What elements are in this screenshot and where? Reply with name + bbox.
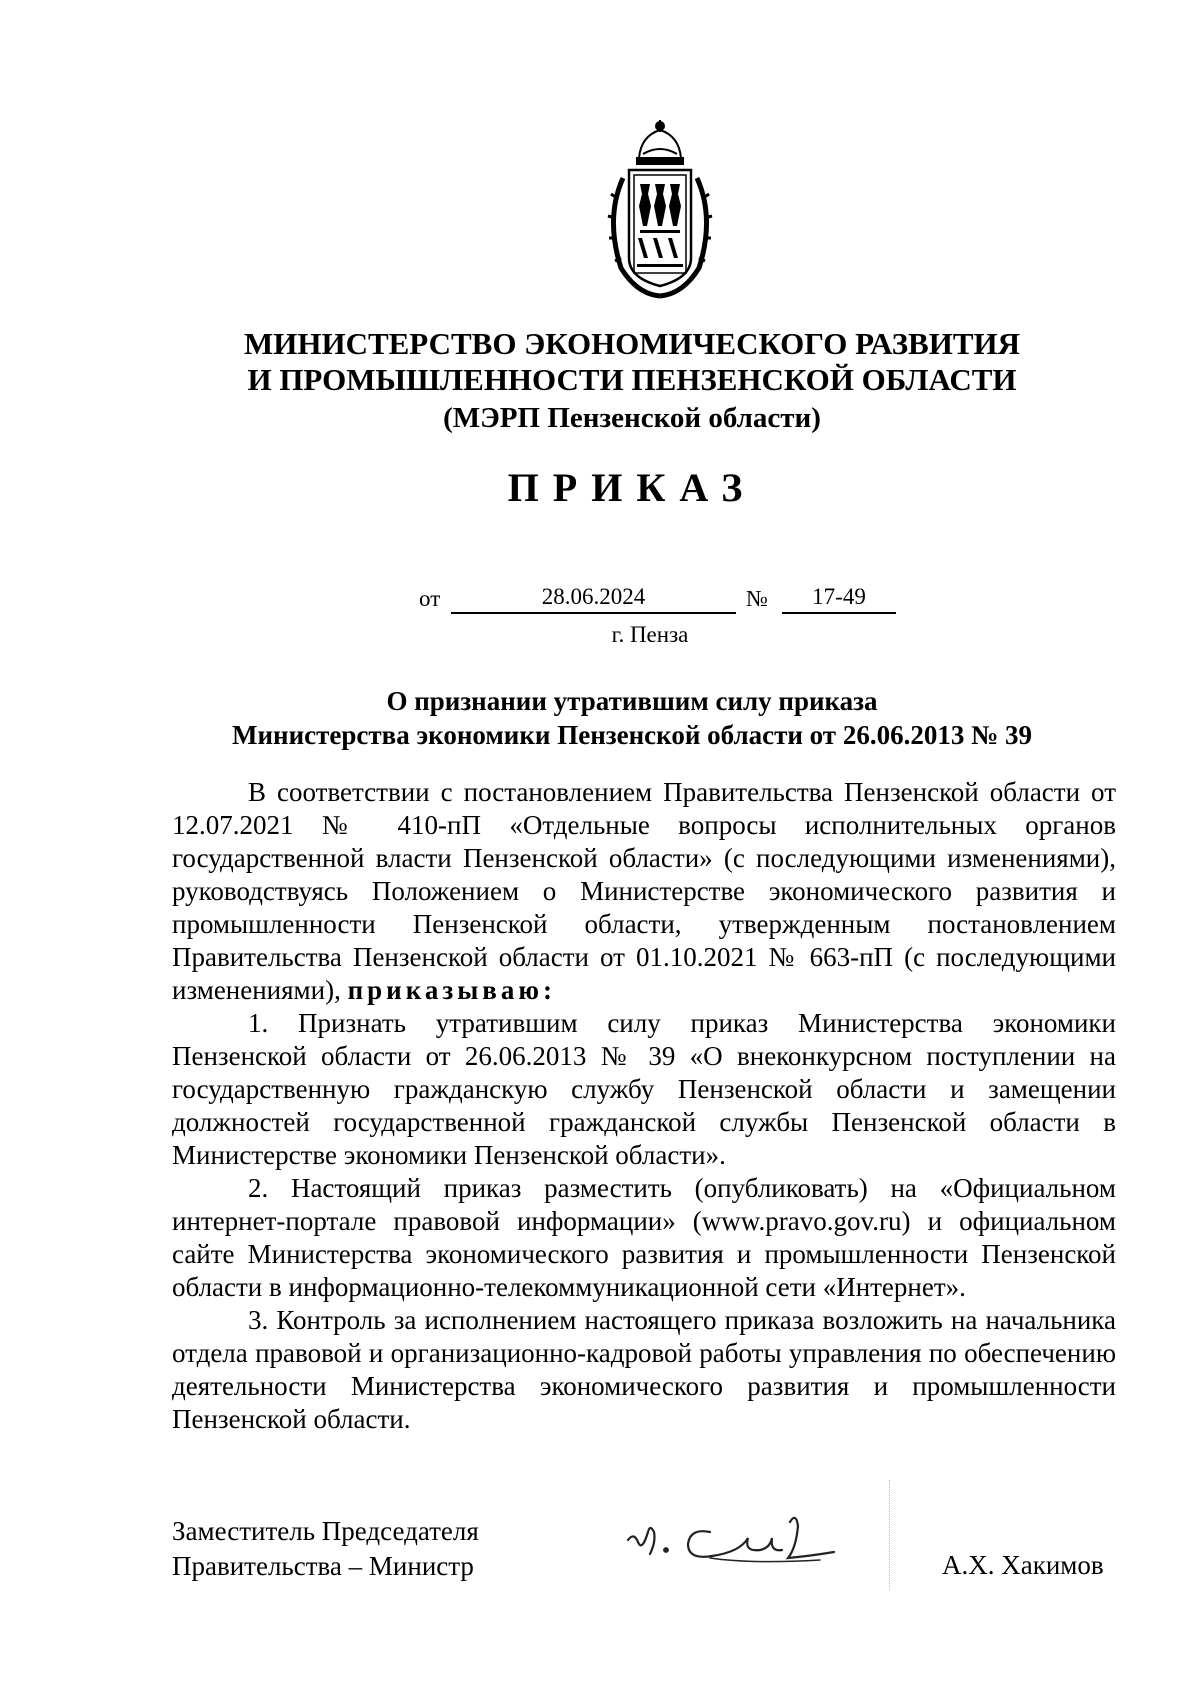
- order-item-2: 2. Настоящий приказ разместить (опубликовать) на «Официальном интернет-портале правовой информации» (www.pravo.gov.ru) и официальном сайте Министерства экономического развития и промышленности Пензенской области в информационно-телекоммуникационной сети «Интернет».: [172, 1173, 1116, 1302]
- document-type-heading: ПРИКАЗ: [507, 465, 757, 510]
- date-number-line: [0, 582, 1200, 618]
- position-line2: Правительства – Министр: [172, 1551, 474, 1581]
- order-word: приказываю:: [347, 975, 557, 1005]
- preamble-text: В соответствии с постановлением Правительства Пензенской области от 12.07.2021 № 410-пП «Отдельные вопросы исполнительных органов государственной власти Пензенской области» (с последующими изменениями), руководствуясь Положением о Министерстве экономического развития и промышленности Пензенской области, утвержденным постановлением Правительства Пензенской области от 01.10.2021 № 663-пП (с последующими изменениями),: [172, 777, 1116, 1005]
- signatory-name: А.Х. Хакимов: [942, 1550, 1104, 1580]
- number-label: №: [746, 586, 768, 611]
- order-title-line1: О признании утратившим силу приказа: [386, 686, 878, 716]
- org-name-line1: МИНИСТЕРСТВО ЭКОНОМИЧЕСКОГО РАЗВИТИЯ: [243, 326, 1021, 361]
- order-item-1: 1. Признать утратившим силу приказ Министерства экономики Пензенской области от 26.06.2013 № 39 «О внеконкурсном поступлении на государственную гражданскую службу Пензенской области и замещении должностей государственной гражданской службы Пензенской области в Министерстве экономики Пензенской области».: [172, 1008, 1116, 1170]
- position-line1: Заместитель Председателя: [172, 1516, 479, 1546]
- org-short-name: (МЭРП Пензенской области): [443, 402, 821, 434]
- order-body: [172, 776, 1116, 1436]
- date-label: от: [419, 586, 441, 611]
- preamble-paragraph: [172, 776, 1116, 1007]
- city-name: г. Пенза: [611, 622, 689, 647]
- document-number: 17-49: [782, 584, 896, 614]
- signatory-position: [172, 1514, 479, 1584]
- order-item-3: 3. Контроль за исполнением настоящего приказа возложить на начальника отдела правовой и организационно-кадровой работы управления по обеспечению деятельности Министерства экономического развития и промышленности Пензенской области.: [172, 1305, 1116, 1434]
- document-date: 28.06.2024: [451, 584, 736, 614]
- scan-artifact-divider: [889, 1480, 890, 1590]
- order-title-line2: Министерства экономики Пензенской области от 26.06.2013 № 39: [232, 720, 1032, 750]
- penza-coat-of-arms-icon: [597, 118, 723, 300]
- org-name-line2: И ПРОМЫШЛЕННОСТИ ПЕНЗЕНСКОЙ ОБЛАСТИ: [247, 362, 1017, 397]
- handwritten-signature-icon: [620, 1502, 840, 1574]
